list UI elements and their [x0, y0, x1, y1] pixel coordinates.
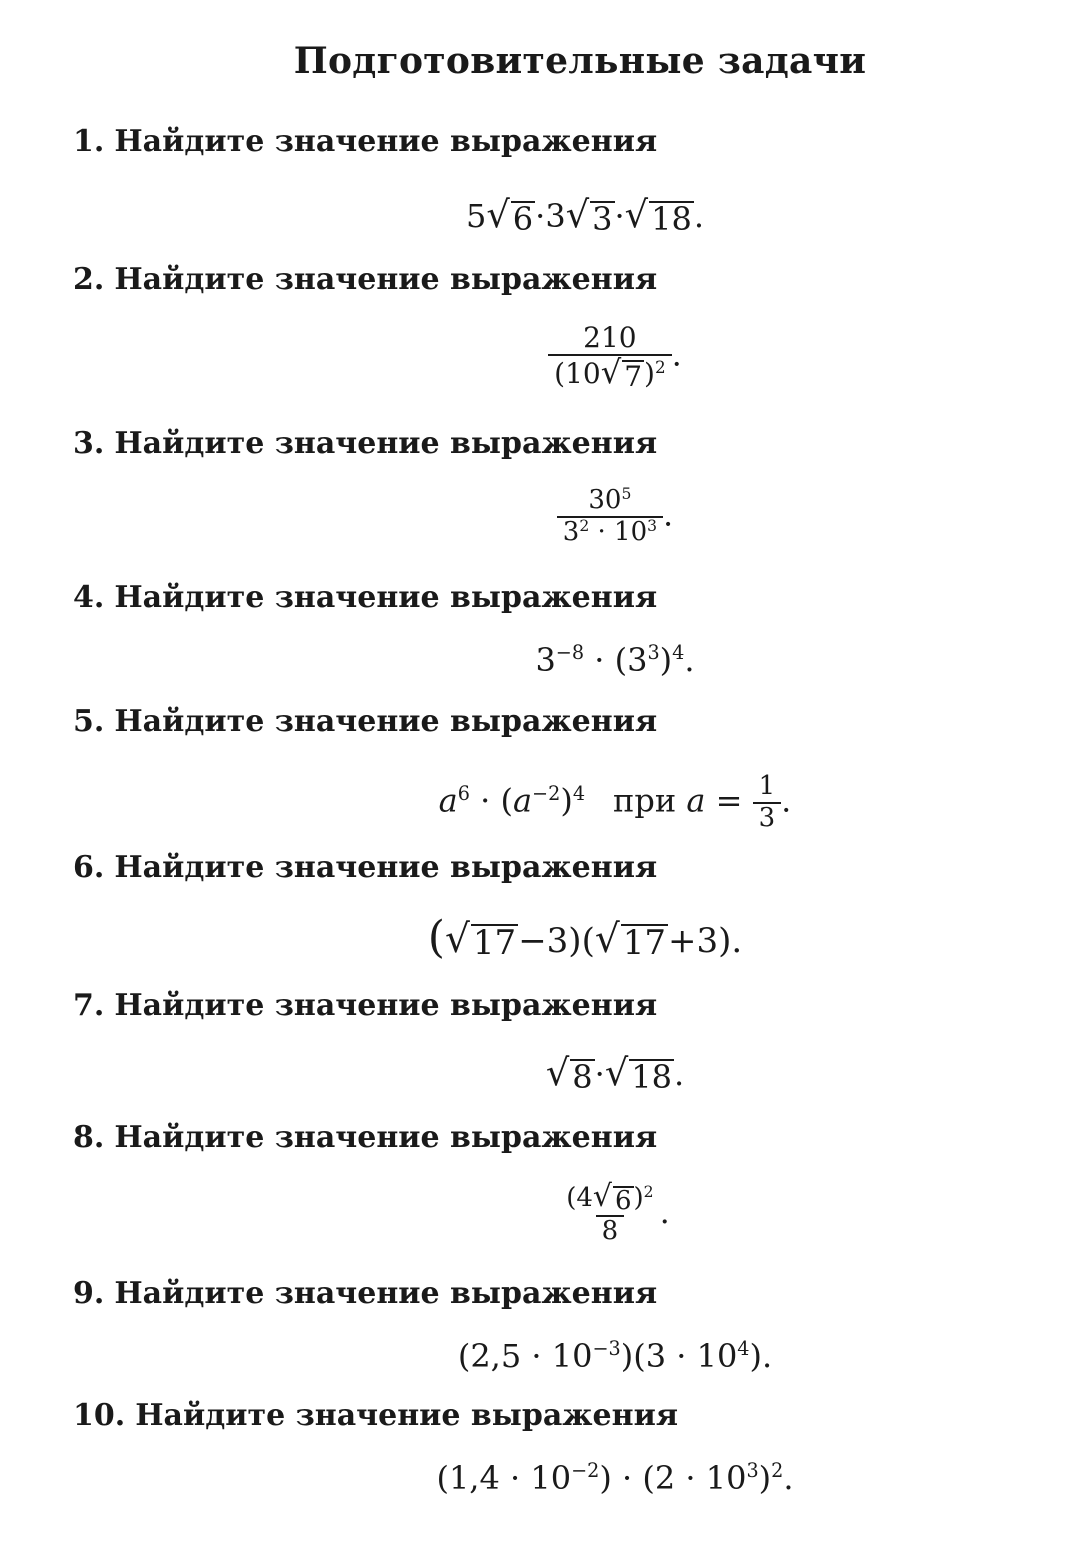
problem-7-prompt — [73, 988, 657, 1024]
problem-text: Найдите значение выражения — [114, 1120, 658, 1155]
radicand: 18 — [651, 200, 692, 238]
problem-6-expression: ( √ 17 −3)( √ 17 +3). — [427, 912, 743, 963]
problem-5-prompt — [73, 704, 657, 740]
fraction: $\frac{1}{3}$ — [753, 772, 782, 834]
problem-number: 5. — [73, 704, 105, 739]
denominator: 8 — [596, 1215, 625, 1247]
problem-3-expression — [0, 486, 1080, 548]
problem-number: 1. — [73, 124, 105, 159]
problem-5-expression: $a^6 \cdot (a^{-2})^4$ при a = $\frac{1}{3}$ . — [438, 771, 792, 833]
problem-text: Найдите значение выражения — [114, 1276, 658, 1311]
problem-10-prompt — [73, 1398, 678, 1434]
problem-number: 8. — [73, 1120, 105, 1155]
numerator: (4 √ 6 )$^2$ — [566, 1179, 654, 1216]
condition-word: при — [613, 781, 677, 820]
coef: ·3 — [535, 197, 566, 235]
radicand: 3 — [592, 200, 613, 238]
problem-4-expression: $3^{-8} \cdot (3^3)^4$. — [535, 641, 695, 679]
problem-8-prompt — [73, 1120, 657, 1156]
denominator: (10 √ 7 )$^2$ — [548, 354, 672, 391]
radicand: 6 — [512, 200, 534, 238]
coef: 5 — [465, 197, 487, 235]
radical: √ 18 — [624, 193, 692, 238]
problem-1-expression — [0, 193, 1080, 238]
problem-text: Найдите значение выражения — [114, 262, 658, 297]
problem-text: Найдите значение выражения — [114, 704, 658, 739]
problem-9-prompt — [73, 1276, 657, 1312]
problem-9-expression: $(2,5 \cdot 10^{-3})(3 \cdot 10^4)$. — [457, 1337, 773, 1375]
radical: √ 3 — [565, 193, 613, 238]
problem-number: 3. — [73, 426, 105, 461]
period: . — [671, 335, 682, 374]
problem-number: 10. — [73, 1398, 126, 1433]
numerator: $30^5$ — [588, 484, 632, 515]
problem-number: 9. — [73, 1276, 105, 1311]
dot: · — [614, 197, 625, 235]
problem-3-prompt — [73, 426, 657, 462]
problem-number: 2. — [73, 262, 105, 297]
numerator: 210 — [583, 321, 637, 354]
problem-2-prompt — [73, 262, 657, 298]
problem-1-prompt — [73, 124, 657, 160]
fraction — [560, 1179, 659, 1247]
period: . — [663, 495, 674, 534]
problem-6-prompt — [73, 850, 657, 886]
fraction — [557, 486, 663, 548]
problem-text: Найдите значение выражения — [114, 426, 658, 461]
problem-text: Найдите значение выражения — [114, 850, 658, 885]
problem-number: 4. — [73, 580, 105, 615]
problem-2-expression — [0, 322, 1080, 392]
problem-text: Найдите значение выражения — [114, 988, 658, 1023]
denominator: $3^2 \cdot 10^3$ — [557, 516, 663, 548]
page-title: Подготовительные задачи — [293, 40, 867, 82]
problem-4-prompt — [73, 580, 657, 616]
problem-number: 6. — [73, 850, 105, 885]
fraction — [548, 322, 672, 392]
problem-text: Найдите значение выражения — [135, 1398, 679, 1433]
problem-8-expression: (4 √ 6 )$^2$ 8 . — [0, 1182, 1080, 1247]
radical: √ 6 — [486, 193, 534, 238]
period: . — [693, 197, 705, 235]
problem-text: Найдите значение выражения — [114, 580, 658, 615]
problem-10-expression: $(1,4 \cdot 10^{-2}) \cdot (2 \cdot 10^3)^2$. — [436, 1459, 794, 1497]
problem-number: 7. — [73, 988, 105, 1023]
problem-text: Найдите значение выражения — [114, 124, 658, 159]
problem-7-expression: √ 8 · √ 18 . — [545, 1051, 685, 1096]
